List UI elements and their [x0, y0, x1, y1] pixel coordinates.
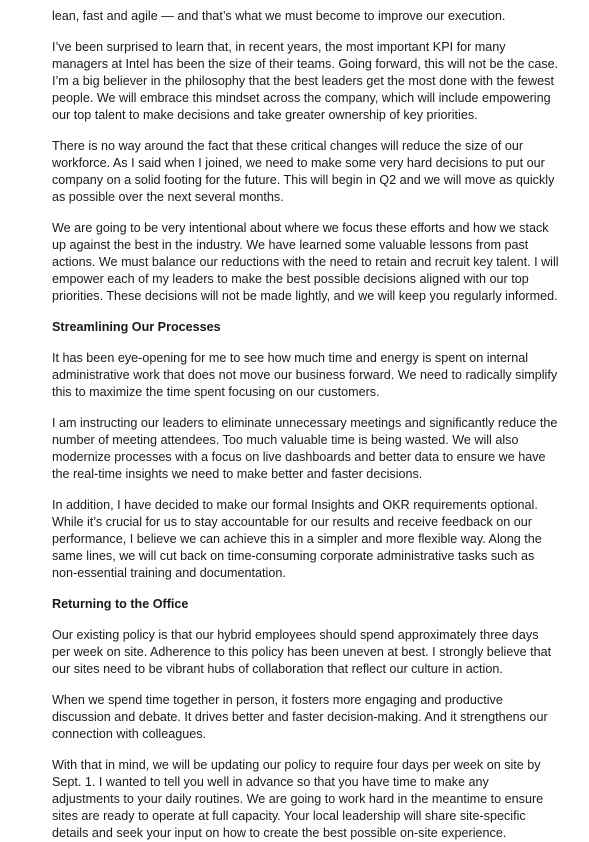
section-heading-office: Returning to the Office [52, 597, 189, 611]
processes-paragraph-2: I am instructing our leaders to eliminate unnecessary meetings and significantly reduce the number of meeting attendees. Too much valuable time is being wasted. We will also modernize processes with a focus on live dashboards and better data to ensure we have the real-time insights we need to make better and faster decisions. [52, 416, 558, 481]
processes-paragraph-3: In addition, I have decided to make our formal Insights and OKR requirements optional. While it’s crucial for us to stay accountable for our results and receive feedback on our performance, I believe we can achieve this in a simpler and more flexible way. Along the same lines, we will cut back on time-consuming corporate administrative tasks such as non-essential training and documentation. [52, 498, 542, 580]
section-heading-processes: Streamlining Our Processes [52, 320, 221, 334]
office-paragraph-1: Our existing policy is that our hybrid employees should spend approximately three days per week on site. Adherence to this policy has been uneven at best. I strongly believe that our sites need to be vibrant hubs of collaboration that reflect our culture in action. [52, 628, 552, 676]
intro-paragraph-intentional: We are going to be very intentional about where we focus these efforts and how we stack up against the best in the industry. We have learned some valuable lessons from past actions. We must balance our reductions with the need to retain and recruit key talent. I will empower each of my leaders to make the best possible decisions aligned with our top priorities. These decisions will not be made lightly, and we will keep you regularly informed. [52, 221, 559, 303]
office-paragraph-2: When we spend time together in person, it fosters more engaging and productive discussion and debate. It drives better and faster decision-making. And it strengthens our connection with colleagues. [52, 693, 548, 741]
intro-paragraph-continuation: lean, fast and agile — and that’s what we must become to improve our execution. [52, 9, 506, 23]
processes-paragraph-1: It has been eye-opening for me to see how much time and energy is spent on internal administrative work that does not move our business forward. We need to radically simplify this to maximize the time spent focusing on our customers. [52, 351, 558, 399]
intro-paragraph-workforce: There is no way around the fact that these critical changes will reduce the size of our workforce. As I said when I joined, we need to make some very hard decisions to put our company on a solid footing for the future. This will begin in Q2 and we will move as quickly as possible over the next several months. [52, 139, 555, 204]
intro-paragraph-kpi: I’ve been surprised to learn that, in recent years, the most important KPI for many managers at Intel has been the size of their teams. Going forward, this will not be the case. I’m a big believer in the philosophy that the best leaders get the most done with the fewest people. We will embrace this mindset across the company, which will include empowering our top talent to make decisions and take greater ownership of key priorities. [52, 40, 559, 122]
office-paragraph-3: With that in mind, we will be updating our policy to require four days per week on site by Sept. 1. I wanted to tell you well in advance so that you have time to make any adjustments to your daily routines. We are going to work hard in the meantime to ensure sites are ready to operate at full capacity. Your local leadership will share site-specific details and seek your input on how to create the best possible on-site experience. [52, 758, 544, 840]
